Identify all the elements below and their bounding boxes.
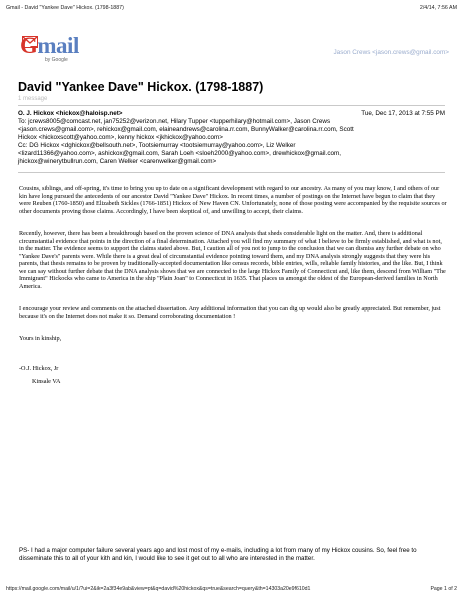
signature-place: Kinsale VA <box>32 378 61 385</box>
email-subject: David "Yankee Dave" Hickox. (1798-1887) <box>18 80 264 94</box>
cc-line-1: Cc: DG Hickox <dghickox@bellsouth.net>, Tootsiemurray <tootsiemurray@yahoo.com>, Liz Welker <box>18 142 296 149</box>
footer-url: https://mail.google.com/mail/u/1/?ui=2&ik=2a3f34e9ab&view=pt&q=david%20hickox&qs=true&search=query&th=14303a20e9f610d1 <box>6 586 311 592</box>
message-header <box>18 110 445 166</box>
message-count: 1 message <box>18 96 48 102</box>
gmail-logo[interactable] <box>18 34 80 70</box>
logo-by-google: by Google <box>45 57 68 63</box>
logo-letters-mail: mail <box>37 33 79 58</box>
postscript: PS- I had a major computer failure several years ago and lost most of my e-mails, including a lot from many of my Hickox cousins. So, feel free to disseminate this to all of your kith and kin, I would like to see it get out to all who are interested in the matter. <box>19 547 417 562</box>
to-line-1: To: jcrews8005@comcast.net, jan75252@verizon.net, Hilary Tupper <tupperhilary@hotmail.com>, Jason Crews <box>18 118 331 125</box>
body-divider <box>18 172 445 173</box>
body-paragraph-1: Cousins, siblings, and off-spring, it's time to bring you up to date on a significant development with regard to our ancestry. As many of you may know, I and others of our kin have long pursued the antecedents of our ancestor David "Yankee Dave" Hickox. In recent times, a number of postings on the Internet have begun to claim that they were Reuben (1760-1850) and Elizabeth Sickles (1766-1851) Hickox of New Haven CN. Unfortunately, none of those posting were accompanied by the requisite sources or other documents proving those claims. Accordingly, I have been skeptical of, and unwilling to accept, their claims. <box>19 185 447 215</box>
message-date: Tue, Dec 17, 2013 at 7:55 PM <box>361 110 445 117</box>
cc-line-2: <lizard11366@yahoo.com>, ashickox@gmail.com, Sarah Loeh <sloeh2000@yahoo.com>, drewhickox@gmail.com, <box>18 150 341 157</box>
message-body <box>19 185 447 386</box>
cc-line-3: jhickox@winerytbullrun.com, Caren Welker <carenwelker@gmail.com> <box>18 158 217 165</box>
to-line-2: <jason.crews@gmail.com>, rehickox@gmail.com, elaineandrews@carolina.rr.com, BunnyWalker@carolina.rr.com, Scott <box>18 126 354 133</box>
print-footer <box>6 586 457 592</box>
sender[interactable]: O. J. Hickox <hickox@haloisp.net> <box>18 110 123 117</box>
print-header-datetime: 2/4/14, 7:56 AM <box>419 5 457 11</box>
print-header <box>6 5 457 11</box>
body-paragraph-3: I encourage your review and comments on the attached dissertation. Any additional information that you can dig up would also be greatly appreciated. But remember, just because it's on the Internet does not make it so. Demand corroborating documentation ! <box>19 305 441 320</box>
closing: Yours in kinship, <box>19 335 62 342</box>
to-line-3: Hickox <hickoxscott@yahoo.com>, kenny hickox <jkhickox@yahoo.com> <box>18 134 223 141</box>
account-label: Jason Crews <jason.crews@gmail.com> <box>333 49 449 56</box>
body-paragraph-2: Recently, however, there has been a breakthrough based on the proven science of DNA analysis that sheds considerable light on the matter. And, there is additional circumstantial evidence that points in the direction of a final determination. Attached you will find my summary of what I believe to be firmly established, and what is not, in the matter. The evidence seems to support the claims stated above. But, I caution all of you not to jump to the conclusion that we can dismiss any further debate on who "Yankee Dave's" parents were. While there is a great deal of circumstantial evidence pointing toward them, and my DNA analysis strongly suggests that they were his parents, that thesis remains to be proven by traditionally-accepted documentation like census records, bible entries, wills, reliable family histories, and the like. But, I think we can say without further debate that the DNA analysis shows that we are connected to the large Hickox Family of Connecticut and, like them, descend from William "The Immigrant" Hickocks who came to America in the ship "Plain Joan" to Connecticut in 1635. That places us amongst the oldest of the European-derived families in North America. <box>19 230 446 290</box>
logo-letter-g: G <box>20 33 38 58</box>
signature-name: -O.J. Hickox, Jr <box>19 364 59 372</box>
print-header-title: Gmail - David "Yankee Dave" Hickox. (1798-1887) <box>6 5 124 11</box>
header-divider <box>18 105 445 106</box>
page-number: Page 1 of 2 <box>430 586 457 592</box>
